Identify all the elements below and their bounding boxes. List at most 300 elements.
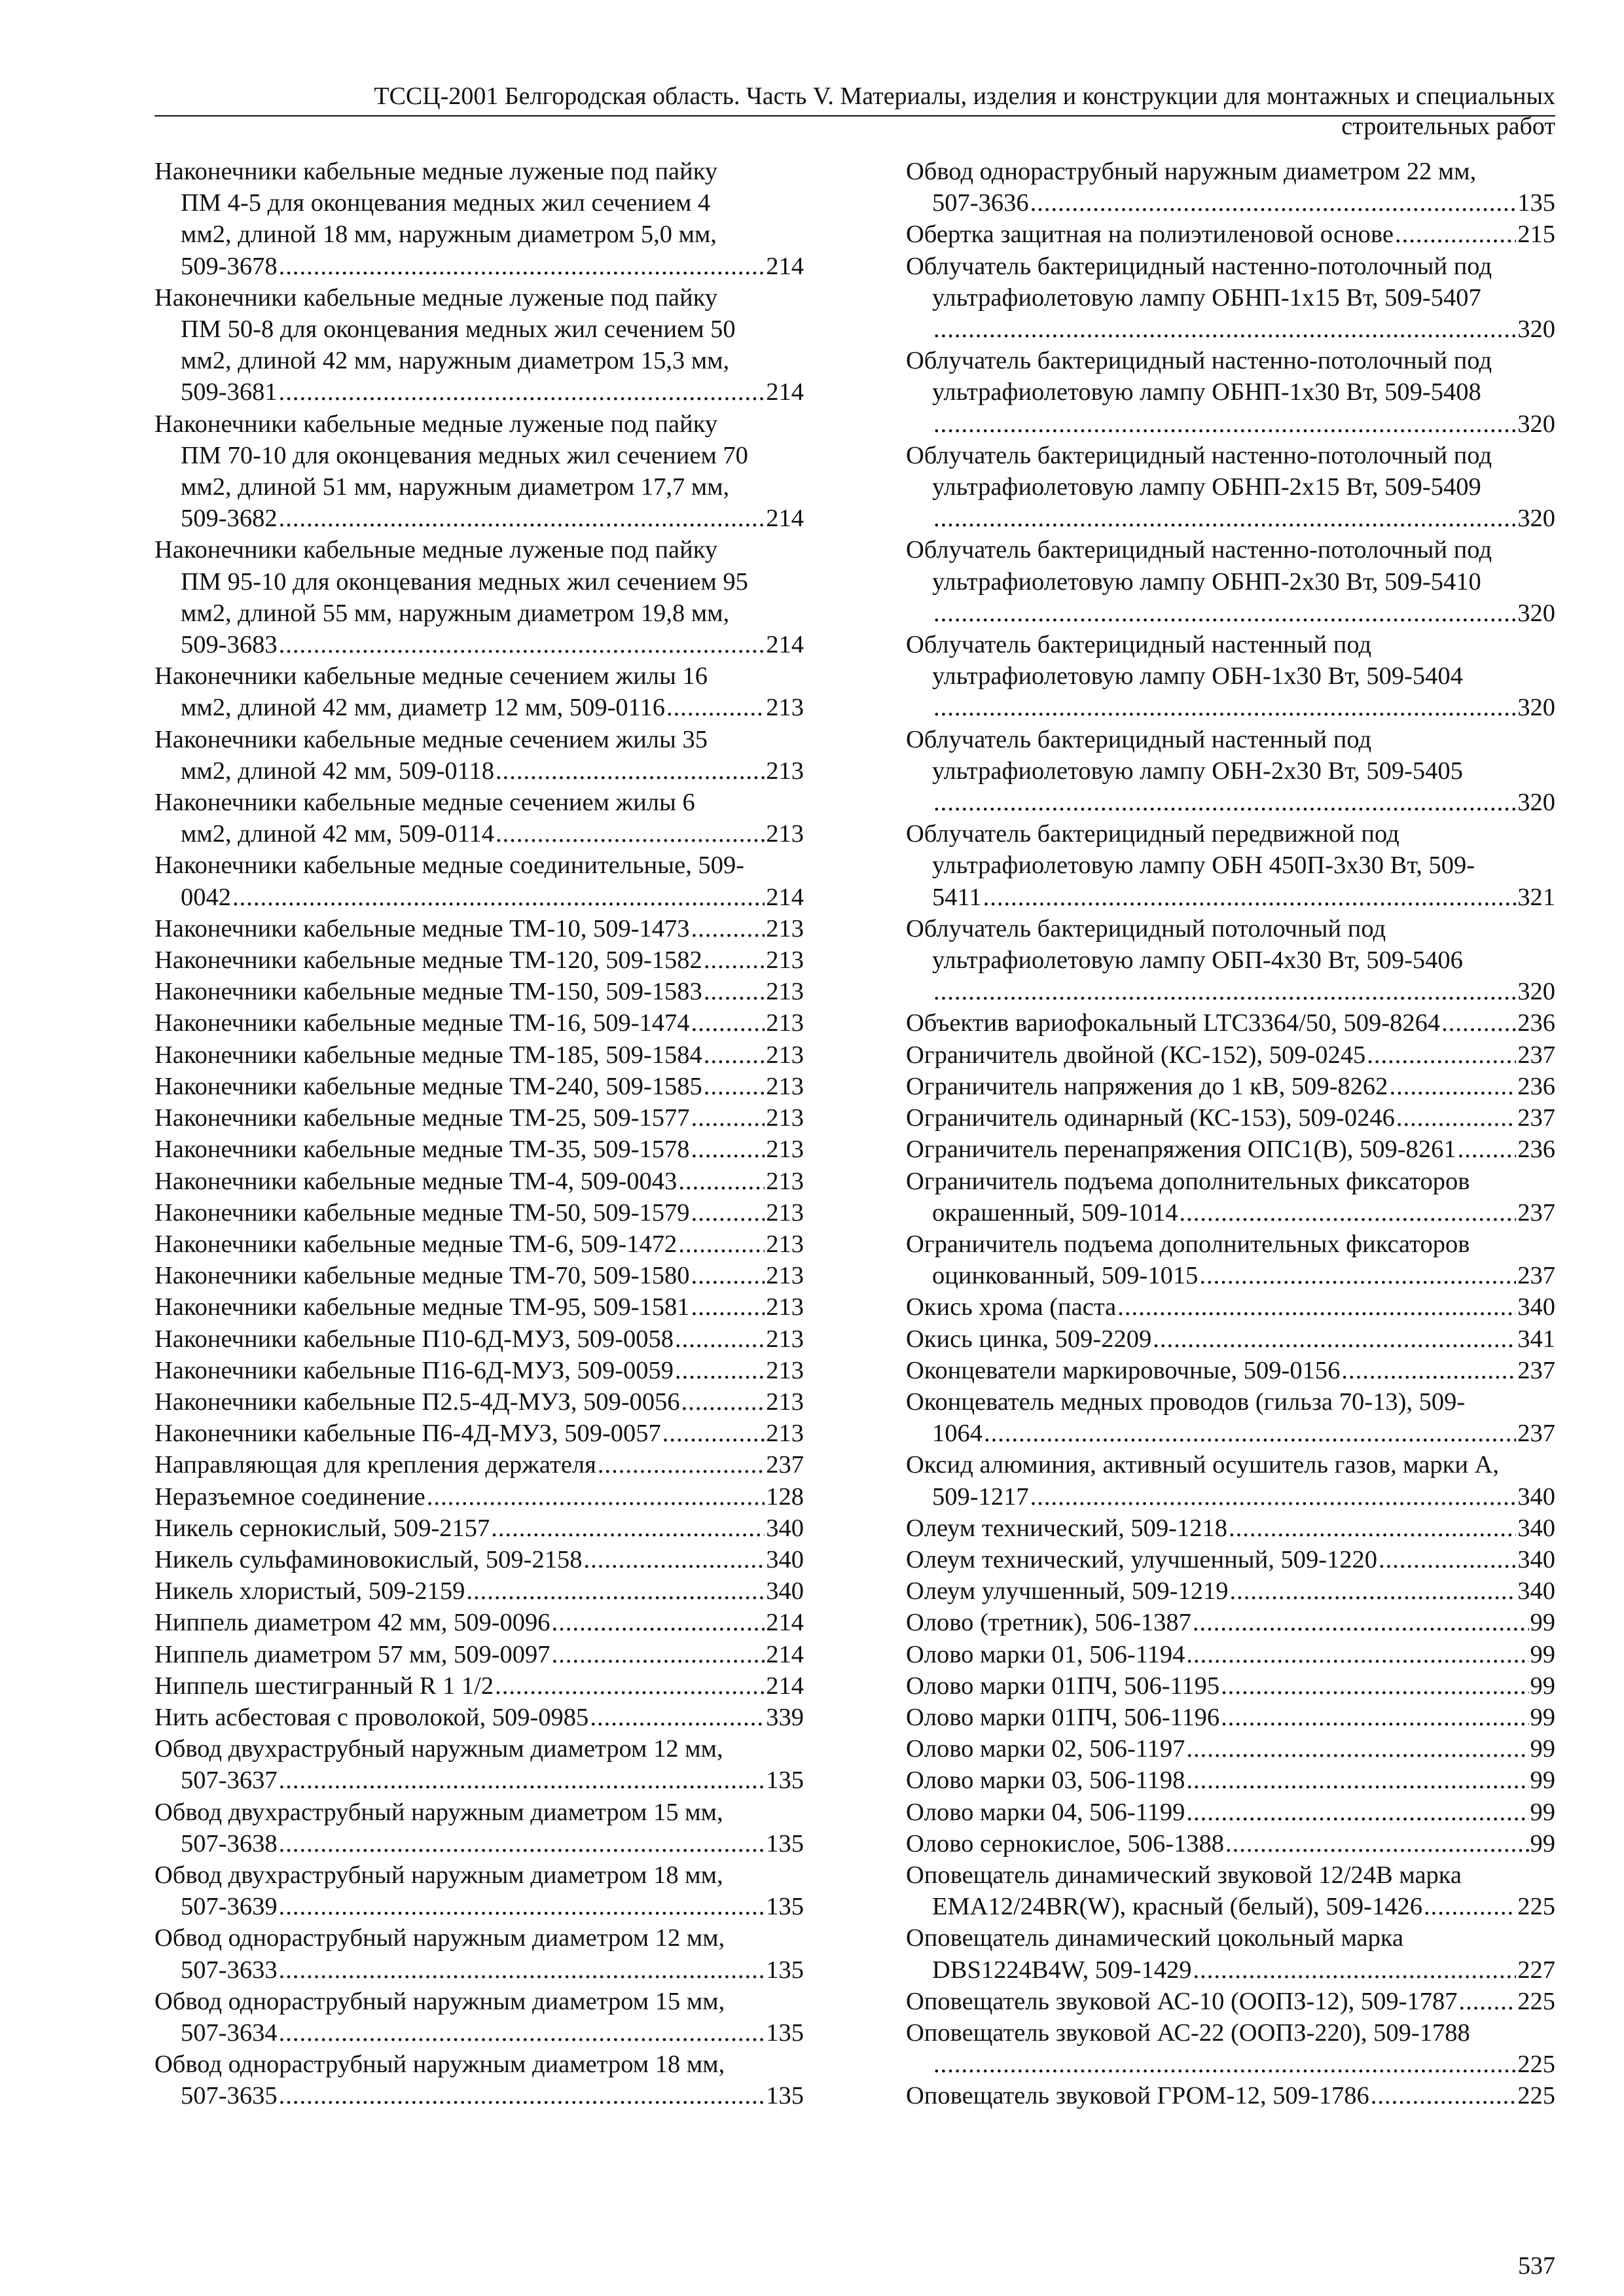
entry-text: 509-3682: [181, 505, 278, 533]
entry-last-line: [154, 1544, 804, 1575]
entry-page-number: 213: [766, 1041, 804, 1069]
index-entry: [154, 534, 804, 660]
entry-text: мм2, длиной 42 мм, наружным диаметром 15,3 мм,: [181, 347, 730, 375]
entry-text: ультрафиолетовую лампу ОБНП-1х15 Вт, 509-5407: [932, 283, 1481, 312]
entry-text: EMA12/24BR(W), красный (белый), 509-1426: [932, 1893, 1422, 1921]
entry-text: 0042: [181, 883, 231, 911]
entry-last-line: [906, 1291, 1555, 1323]
index-entry: [154, 1166, 804, 1197]
index-entry: [906, 1670, 1555, 1702]
entry-text: ПМ 70-10 для оконцевания медных жил сечением 70: [181, 441, 748, 469]
entry-page-number: 237: [1517, 1041, 1555, 1069]
entry-last-line: [906, 2049, 1555, 2080]
entry-last-line: [906, 1639, 1555, 1670]
entry-text: Оповещатель звуковой ГРОМ-12, 509-1786: [906, 2082, 1369, 2110]
index-entry: [154, 1418, 804, 1449]
entry-text: Наконечники кабельные медные ТМ-240, 509-1585: [154, 1072, 702, 1100]
entry-text: ультрафиолетовую лампу ОБП-4х30 Вт, 509-5406: [932, 946, 1463, 975]
dot-leader: [279, 629, 765, 660]
entry-last-line: [906, 692, 1555, 723]
entry-last-line: [906, 1828, 1555, 1859]
index-entry: [906, 345, 1555, 440]
dot-leader: [279, 1765, 765, 1796]
entry-page-number: 339: [766, 1703, 804, 1731]
dot-leader: [933, 503, 1516, 534]
entry-text: Ограничитель подъема дополнительных фиксаторов: [906, 1230, 1470, 1258]
index-entry: [154, 1039, 804, 1071]
entry-last-line: [906, 1733, 1555, 1765]
entry-page-number: 213: [766, 1293, 804, 1321]
entry-last-line: [906, 1607, 1555, 1638]
entry-page-number: 213: [766, 1262, 804, 1290]
dot-leader: [933, 2049, 1516, 2080]
entry-last-line: [154, 1891, 804, 1922]
entry-page-number: 320: [1517, 694, 1555, 722]
entry-text: Наконечники кабельные медные сечением жилы 35: [154, 725, 708, 753]
header-title-line1: ТССЦ-2001 Белгородская область. Часть V. Материалы, изделия и конструкции для монтажных и специальных: [374, 82, 1555, 110]
entry-text: Никель сернокислый, 509-2157: [154, 1514, 490, 1542]
entry-text: Наконечники кабельные П6-4Д-МУЗ, 509-0057: [154, 1420, 661, 1448]
entry-page-number: 340: [1517, 1545, 1555, 1573]
dot-leader: [1225, 1828, 1528, 1859]
index-entry: [154, 1134, 804, 1165]
entry-text: Наконечники кабельные медные ТМ-4, 509-0043: [154, 1167, 677, 1195]
entry-page-number: 340: [766, 1577, 804, 1605]
entry-last-line: [154, 1134, 804, 1165]
index-entry: [154, 1007, 804, 1039]
entry-last-line: [906, 1197, 1555, 1229]
entry-page-number: 320: [1517, 789, 1555, 817]
index-entry: [154, 2049, 804, 2111]
index-entry: [154, 913, 804, 944]
header-title-line2: строительных работ: [1341, 113, 1555, 140]
entry-text: ПМ 4-5 для оконцевания медных жил сечением 4: [181, 189, 711, 217]
entry-page-number: 225: [1517, 1893, 1555, 1921]
dot-leader: [1180, 1197, 1517, 1229]
dot-leader: [279, 251, 765, 282]
entry-last-line: [154, 1102, 804, 1134]
entry-text: Облучатель бактерицидный настенно-потолочный под: [906, 536, 1492, 564]
dot-leader: [704, 1039, 765, 1071]
entry-text: Наконечники кабельные П2.5-4Д-МУЗ, 509-0056: [154, 1388, 680, 1416]
index-entry: [154, 1355, 804, 1386]
entry-text: ультрафиолетовую лампу ОБН 450П-3х30 Вт, 509-: [932, 852, 1475, 880]
index-entry: [154, 1197, 804, 1229]
entry-last-line: [154, 913, 804, 944]
entry-page-number: 340: [1517, 1482, 1555, 1511]
entry-text: Наконечники кабельные медные луженые под пайку: [154, 410, 718, 438]
running-header: [154, 81, 1555, 141]
entry-text: Оконцеватели маркировочные, 509-0156: [906, 1356, 1341, 1384]
dot-leader: [1424, 1891, 1516, 1922]
entry-text: Оповещатель динамический цокольный марка: [906, 1924, 1404, 1952]
index-entry: [906, 1449, 1555, 1512]
entry-last-line: [906, 598, 1555, 629]
index-entry: [154, 1670, 804, 1702]
entry-last-line: [154, 692, 804, 723]
entry-text: Наконечники кабельные медные ТМ-6, 509-1472: [154, 1230, 677, 1258]
entry-last-line: [154, 1291, 804, 1323]
entry-text: Олово марки 01ПЧ, 506-1196: [906, 1703, 1220, 1731]
entry-text: 507-3634: [181, 2018, 278, 2047]
index-entry: [154, 1449, 804, 1480]
entry-text: 509-3681: [181, 378, 278, 406]
entry-page-number: 320: [1517, 505, 1555, 533]
index-entry: [154, 1607, 804, 1638]
index-entry: [154, 1575, 804, 1607]
entry-text: Оповещатель динамический звуковой 12/24В марка: [906, 1861, 1462, 1889]
index-entry: [154, 1639, 804, 1670]
entry-last-line: [906, 1513, 1555, 1544]
entry-text: Наконечники кабельные медные ТМ-150, 509-1583: [154, 978, 702, 1006]
entry-page-number: 214: [766, 505, 804, 533]
index-entry: [154, 1071, 804, 1102]
entry-last-line: [906, 1039, 1555, 1071]
entry-page-number: 99: [1530, 1735, 1555, 1763]
entry-text: Ограничитель одинарный (КС-153), 509-0246: [906, 1104, 1395, 1132]
entry-page-number: 135: [766, 1767, 804, 1795]
dot-leader: [1221, 1670, 1528, 1702]
entry-last-line: [906, 1986, 1555, 2017]
entry-page-number: 215: [1517, 221, 1555, 249]
dot-leader: [279, 1954, 765, 1986]
entry-page-number: 236: [1517, 1009, 1555, 1037]
entry-text: Облучатель бактерицидный настенный под: [906, 631, 1372, 659]
entry-page-number: 135: [766, 1829, 804, 1857]
entry-last-line: [154, 755, 804, 787]
entry-last-line: [154, 1449, 804, 1480]
entry-last-line: [906, 1355, 1555, 1386]
entry-text: Олово сернокислое, 506-1388: [906, 1829, 1225, 1857]
entry-text: Облучатель бактерицидный настенно-потолочный под: [906, 347, 1492, 375]
entry-text: Наконечники кабельные П10-6Д-МУЗ, 509-0058: [154, 1325, 674, 1353]
entry-last-line: [154, 1639, 804, 1670]
entry-text: Объектив вариофокальный LTC3364/50, 509-8264: [906, 1009, 1441, 1037]
entry-last-line: [154, 1513, 804, 1544]
entry-text: Обвод однораструбный наружным диаметром 12 мм,: [154, 1924, 725, 1952]
entry-text: Наконечники кабельные медные соединительные, 509-: [154, 852, 745, 880]
entry-page-number: 225: [1517, 2051, 1555, 2079]
dot-leader: [691, 1102, 765, 1134]
entry-page-number: 340: [1517, 1514, 1555, 1542]
index-entry: [906, 913, 1555, 1008]
entry-last-line: [154, 1260, 804, 1291]
dot-leader: [1396, 1102, 1516, 1134]
entry-text: мм2, длиной 42 мм, 509-0118: [181, 757, 494, 785]
entry-page-number: 214: [766, 631, 804, 659]
entry-last-line: [906, 187, 1555, 219]
index-entry: [906, 1544, 1555, 1575]
dot-leader: [496, 818, 765, 850]
entry-page-number: 214: [766, 1672, 804, 1700]
entry-page-number: 213: [766, 1072, 804, 1100]
index-entry: [906, 1386, 1555, 1449]
entry-last-line: [906, 408, 1555, 440]
entry-last-line: [906, 1702, 1555, 1733]
index-entry: [906, 1797, 1555, 1828]
index-entry: [906, 251, 1555, 346]
dot-leader: [933, 408, 1516, 440]
entry-text: Окись цинка, 509-2209: [906, 1325, 1152, 1353]
dot-leader: [279, 2080, 765, 2111]
entry-page-number: 213: [766, 1198, 804, 1227]
entry-last-line: [906, 1481, 1555, 1513]
entry-page-number: 213: [766, 1356, 804, 1384]
page-number: 537: [1518, 2252, 1555, 2280]
entry-last-line: [154, 2080, 804, 2111]
index-entry: [154, 1513, 804, 1544]
entry-text: Олово (третник), 506-1387: [906, 1609, 1191, 1637]
entry-last-line: [906, 1323, 1555, 1355]
entry-text: Ограничитель подъема дополнительных фиксаторов: [906, 1167, 1470, 1195]
entry-text: Наконечники кабельные медные сечением жилы 6: [154, 789, 695, 817]
entry-text: 5411: [932, 883, 982, 911]
entry-last-line: [154, 503, 804, 534]
dot-leader: [681, 1386, 765, 1418]
entry-last-line: [154, 1323, 804, 1355]
index-entry: [906, 1702, 1555, 1733]
dot-leader: [1117, 1291, 1516, 1323]
entry-text: Наконечники кабельные медные луженые под пайку: [154, 536, 718, 564]
entry-page-number: 341: [1517, 1325, 1555, 1353]
entry-text: Олеум улучшенный, 509-1219: [906, 1577, 1229, 1605]
entry-last-line: [154, 976, 804, 1007]
index-entry: [154, 1291, 804, 1323]
entry-text: Наконечники кабельные медные ТМ-16, 509-1474: [154, 1009, 690, 1037]
entry-last-line: [154, 1670, 804, 1702]
entry-text: DBS1224B4W, 509-1429: [932, 1956, 1192, 1984]
index-entry: [154, 1260, 804, 1291]
index-entry: [906, 1639, 1555, 1670]
entry-page-number: 214: [766, 1640, 804, 1668]
entry-text: Ограничитель перенапряжения ОПС1(В), 509-8261: [906, 1136, 1456, 1164]
entry-text: Олеум технический, улучшенный, 509-1220: [906, 1545, 1378, 1573]
entry-page-number: 213: [766, 1167, 804, 1195]
entry-last-line: [154, 1071, 804, 1102]
dot-leader: [666, 692, 765, 723]
entry-page-number: 213: [766, 978, 804, 1006]
dot-leader: [1186, 1797, 1528, 1828]
entry-page-number: 237: [766, 1451, 804, 1479]
entry-text: Обвод однораструбный наружным диаметром 22 мм,: [906, 158, 1477, 185]
dot-leader: [232, 882, 765, 913]
index-column-left: [154, 156, 804, 2112]
entry-last-line: [154, 882, 804, 913]
entry-text: Обертка защитная на полиэтиленовой основе: [906, 221, 1394, 249]
index-entry: [906, 1922, 1555, 1985]
index-entry: [906, 1513, 1555, 1544]
dot-leader: [933, 598, 1516, 629]
entry-last-line: [154, 1607, 804, 1638]
entry-text: ультрафиолетовую лампу ОБН-2х30 Вт, 509-5405: [932, 757, 1463, 785]
index-entry: [154, 1229, 804, 1260]
entry-last-line: [154, 1828, 804, 1859]
index-entry: [906, 1607, 1555, 1638]
entry-text: Никель сульфаминовокислый, 509-2158: [154, 1545, 583, 1573]
entry-last-line: [154, 1197, 804, 1229]
dot-leader: [933, 787, 1516, 818]
entry-text: Оповещатель звуковой АС-22 (ООПЗ-220), 509-1788: [906, 2018, 1470, 2047]
entry-last-line: [906, 2080, 1555, 2111]
entry-text: 507-3637: [181, 1767, 278, 1795]
entry-text: Наконечники кабельные медные луженые под пайку: [154, 283, 718, 312]
entry-text: Олово марки 01ПЧ, 506-1195: [906, 1672, 1220, 1700]
dot-leader: [1458, 1134, 1517, 1165]
entry-page-number: 237: [1517, 1356, 1555, 1384]
index-entry: [906, 1575, 1555, 1607]
dot-leader: [1221, 1702, 1528, 1733]
index-entry: [154, 1323, 804, 1355]
entry-page-number: 227: [1517, 1956, 1555, 1984]
dot-leader: [1199, 1260, 1516, 1291]
entry-page-number: 135: [1517, 189, 1555, 217]
entry-page-number: 213: [766, 1009, 804, 1037]
entry-page-number: 99: [1530, 1672, 1555, 1700]
dot-leader: [1186, 1765, 1528, 1796]
dot-leader: [590, 1702, 765, 1733]
entry-page-number: 214: [766, 252, 804, 280]
dot-leader: [1186, 1733, 1528, 1765]
entry-last-line: [906, 976, 1555, 1007]
index-entry: [906, 219, 1555, 250]
dot-leader: [279, 376, 765, 408]
entry-page-number: 214: [766, 883, 804, 911]
entry-last-line: [154, 1702, 804, 1733]
dot-leader: [279, 503, 765, 534]
dot-leader: [678, 1229, 765, 1260]
index-entry: [906, 534, 1555, 629]
entry-text: Наконечники кабельные медные сечением жилы 16: [154, 662, 708, 691]
entry-page-number: 99: [1530, 1703, 1555, 1731]
index-entry: [906, 1166, 1555, 1229]
entry-page-number: 340: [766, 1514, 804, 1542]
index-entry: [906, 156, 1555, 219]
dot-leader: [691, 1134, 765, 1165]
index-entry: [906, 1291, 1555, 1323]
entry-last-line: [906, 503, 1555, 534]
entry-text: Наконечники кабельные медные ТМ-95, 509-1581: [154, 1293, 690, 1321]
entry-text: Обвод однораструбный наружным диаметром 18 мм,: [154, 2051, 725, 2079]
entry-page-number: 320: [1517, 599, 1555, 627]
index-entry: [906, 1134, 1555, 1165]
dot-leader: [552, 1607, 765, 1638]
entry-text: 509-1217: [932, 1482, 1029, 1511]
index-entry: [154, 787, 804, 850]
entry-page-number: 135: [766, 2082, 804, 2110]
index-entry: [906, 1828, 1555, 1859]
entry-text: Обвод двухраструбный наружным диаметром 15 мм,: [154, 1798, 723, 1826]
entry-page-number: 213: [766, 1325, 804, 1353]
dot-leader: [466, 1575, 765, 1607]
entry-text: мм2, длиной 42 мм, 509-0114: [181, 820, 494, 848]
entry-last-line: [906, 1102, 1555, 1134]
index-entry: [154, 976, 804, 1007]
entry-text: Наконечники кабельные медные луженые под пайку: [154, 158, 718, 185]
dot-leader: [1379, 1544, 1516, 1575]
entry-text: Наконечники кабельные медные ТМ-25, 509-1577: [154, 1104, 690, 1132]
entry-page-number: 99: [1530, 1829, 1555, 1857]
index-entry: [154, 1386, 804, 1418]
entry-last-line: [906, 1797, 1555, 1828]
entry-text: оцинкованный, 509-1015: [932, 1262, 1199, 1290]
entry-page-number: 320: [1517, 315, 1555, 344]
index-entry: [154, 1544, 804, 1575]
entry-last-line: [154, 251, 804, 282]
entry-page-number: 128: [766, 1482, 804, 1511]
index-entry: [906, 440, 1555, 535]
entry-last-line: [906, 1670, 1555, 1702]
entry-text: ультрафиолетовую лампу ОБН-1х30 Вт, 509-5404: [932, 662, 1463, 691]
entry-text: Ниппель диаметром 57 мм, 509-0097: [154, 1640, 550, 1668]
index-entry: [154, 1986, 804, 2049]
index-entry: [906, 1323, 1555, 1355]
entry-text: Наконечники кабельные медные ТМ-35, 509-1578: [154, 1136, 690, 1164]
entry-page-number: 320: [1517, 410, 1555, 438]
entry-page-number: 225: [1517, 2082, 1555, 2110]
dot-leader: [933, 314, 1516, 345]
entry-page-number: 213: [766, 1104, 804, 1132]
entry-last-line: [906, 1575, 1555, 1607]
entry-text: Оксид алюминия, активный осушитель газов, марки А,: [906, 1451, 1500, 1479]
entry-text: мм2, длиной 55 мм, наружным диаметром 19,8 мм,: [181, 599, 730, 627]
entry-text: Олово марки 02, 506-1197: [906, 1735, 1185, 1763]
entry-last-line: [154, 1575, 804, 1607]
index-entry: [906, 818, 1555, 913]
entry-last-line: [906, 1765, 1555, 1796]
entry-text: Ниппель диаметром 42 мм, 509-0096: [154, 1609, 550, 1637]
entry-text: ультрафиолетовую лампу ОБНП-2х15 Вт, 509-5409: [932, 473, 1481, 501]
dot-leader: [1458, 1986, 1516, 2017]
entry-text: Наконечники кабельные медные ТМ-185, 509-1584: [154, 1041, 702, 1069]
entry-page-number: 236: [1517, 1136, 1555, 1164]
index-entry: [906, 1859, 1555, 1922]
entry-text: Олово марки 04, 506-1199: [906, 1798, 1185, 1826]
entry-text: Облучатель бактерицидный настенный под: [906, 725, 1372, 753]
dot-leader: [675, 1323, 765, 1355]
entry-text: 507-3635: [181, 2082, 278, 2110]
entry-page-number: 340: [766, 1545, 804, 1573]
entry-text: Наконечники кабельные медные ТМ-70, 509-1580: [154, 1262, 690, 1290]
index-entry: [906, 1355, 1555, 1386]
entry-last-line: [906, 1544, 1555, 1575]
entry-text: Облучатель бактерицидный потолочный под: [906, 914, 1386, 942]
entry-last-line: [154, 818, 804, 850]
entry-page-number: 213: [766, 1420, 804, 1448]
index-entry: [906, 1039, 1555, 1071]
entry-last-line: [906, 314, 1555, 345]
entry-last-line: [154, 1166, 804, 1197]
dot-leader: [552, 1639, 765, 1670]
entry-text: Обвод двухраструбный наружным диаметром 18 мм,: [154, 1861, 723, 1889]
index-entry: [906, 1986, 1555, 2017]
entry-page-number: 225: [1517, 1987, 1555, 2015]
index-entry: [154, 1922, 804, 1985]
index-entry: [906, 1229, 1555, 1291]
entry-last-line: [154, 1355, 804, 1386]
entry-text: Наконечники кабельные медные ТМ-10, 509-1473: [154, 914, 690, 942]
entry-last-line: [154, 1007, 804, 1039]
dot-leader: [598, 1449, 765, 1480]
index-entry: [154, 1733, 804, 1796]
index-entry: [154, 1797, 804, 1859]
entry-last-line: [154, 944, 804, 976]
index-entry: [154, 1859, 804, 1922]
dot-leader: [1367, 1039, 1516, 1071]
entry-page-number: 213: [766, 694, 804, 722]
entry-text: окрашенный, 509-1014: [932, 1198, 1178, 1227]
entry-text: Наконечники кабельные П16-6Д-МУЗ, 509-0059: [154, 1356, 674, 1384]
index-entry: [906, 2080, 1555, 2111]
